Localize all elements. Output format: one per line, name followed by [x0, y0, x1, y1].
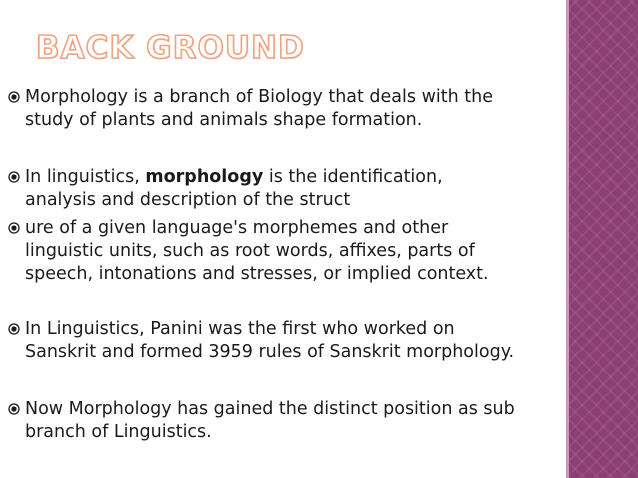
bullet-item — [8, 86, 560, 132]
bullet-item — [8, 217, 560, 286]
circle-bullet-icon — [8, 323, 20, 335]
bullet-item — [8, 166, 560, 212]
circle-bullet-icon — [8, 403, 20, 415]
circle-bullet-icon — [8, 91, 20, 103]
circle-bullet-icon — [8, 222, 20, 234]
bullet-text — [25, 166, 560, 212]
bullet-item — [8, 398, 560, 444]
bullet-text: Morphology is a branch of Biology that deals with the study of plants and animals shape formation. — [25, 87, 493, 130]
bullet-text: In Linguistics, Panini was the first who worked on Sanskrit and formed 3959 rules of Sanskrit morphology. — [25, 319, 515, 362]
circle-bullet-icon — [8, 171, 20, 183]
bullet-text: ure of a given language's morphemes and other linguistic units, such as root words, affixes, parts of speech, intonations and stresses, or implied context. — [25, 218, 489, 284]
bullet-text-emphasis: morphology — [145, 167, 264, 187]
side-decorative-band — [569, 0, 638, 478]
slide-title: BACK GROUND — [36, 30, 305, 66]
bullet-text-lead: In linguistics, — [25, 167, 146, 187]
bullet-text: Now Morphology has gained the distinct position as sub branch of Linguistics. — [25, 399, 515, 442]
bullet-item — [8, 318, 560, 364]
bullet-text-tail: is the identification, analysis and description of the struct — [25, 167, 443, 210]
